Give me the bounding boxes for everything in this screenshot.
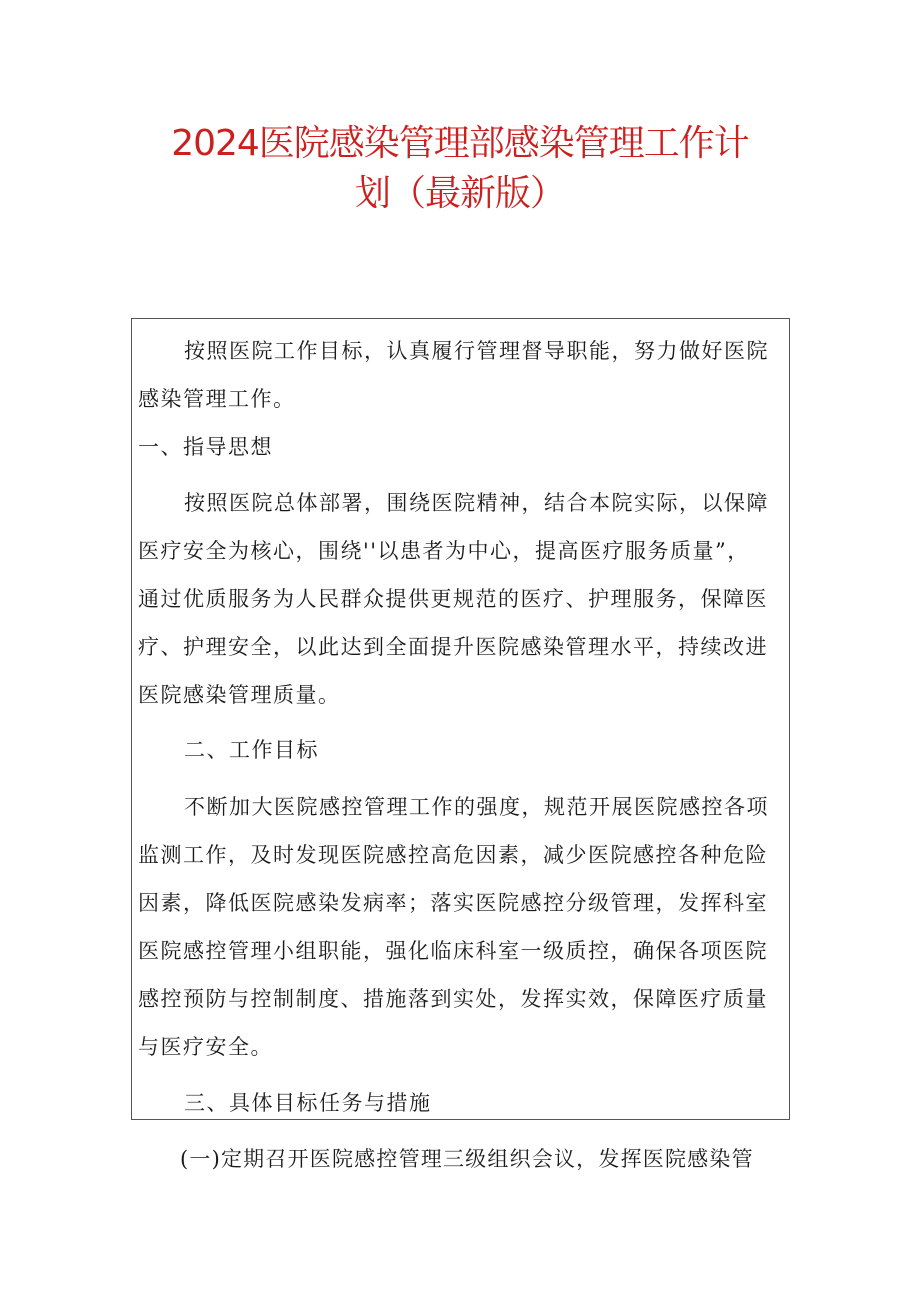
paragraph-goals-line: 与医疗安全。 <box>138 1035 273 1059</box>
paragraph-goals-line: 医院感控管理小组职能，强化临床科室一级质控，确保各项医院 <box>138 939 768 963</box>
paragraph-goals-line: 感控预防与控制制度、措施落到实处，发挥实效，保障医疗质量 <box>138 987 768 1011</box>
content-box <box>131 318 790 1120</box>
paragraph-guiding-line: 按照医院总体部署，围绕医院精神，结合本院实际，以保障 <box>184 491 769 515</box>
paragraph-guiding-line: 医院感染管理质量。 <box>138 683 341 707</box>
paragraph-guiding-line: 通过优质服务为人民群众提供更规范的医疗、护理服务，保障医 <box>138 587 768 611</box>
section-heading-tasks-measures: 三、具体目标任务与措施 <box>184 1091 432 1115</box>
section-heading-guiding-ideology: 一、指导思想 <box>138 435 273 459</box>
document-title-line-2: 划（最新版） <box>354 173 565 214</box>
paragraph-intro-line: 感染管理工作。 <box>138 387 296 411</box>
paragraph-goals-line: 监测工作，及时发现医院感控高危因素，减少医院感控各种危险 <box>138 843 768 867</box>
paragraph-intro-line: 按照医院工作目标，认真履行管理督导职能，努力做好医院 <box>184 339 769 363</box>
document-title-line-1: 2024医院感染管理部感染管理工作计 <box>171 123 749 164</box>
paragraph-guiding-line: 医疗安全为核心，围绕''以患者为中心，提高医疗服务质量”， <box>138 539 750 563</box>
paragraph-task-one-line: (一)定期召开医院感控管理三级组织会议，发挥医院感染管 <box>180 1147 754 1171</box>
paragraph-goals-line: 不断加大医院感控管理工作的强度，规范开展医院感控各项 <box>184 795 769 819</box>
paragraph-guiding-line: 疗、护理安全，以此达到全面提升医院感染管理水平，持续改进 <box>138 635 768 659</box>
paragraph-goals-line: 因素，降低医院感染发病率；落实医院感控分级管理，发挥科室 <box>138 891 768 915</box>
section-heading-work-goals: 二、工作目标 <box>184 738 319 762</box>
